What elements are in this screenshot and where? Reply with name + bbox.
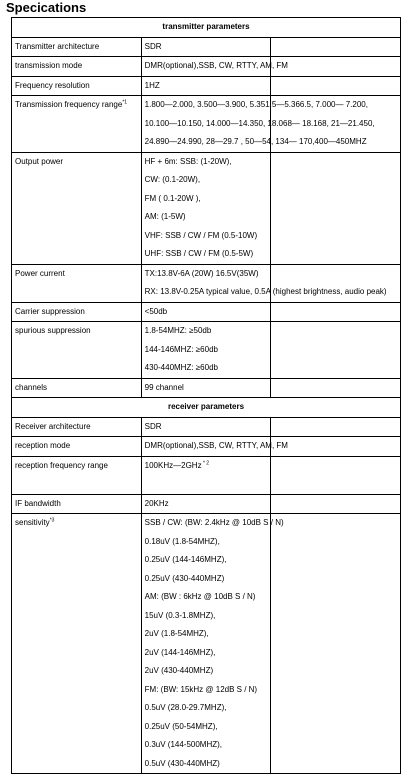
spec-row xyxy=(12,514,401,774)
spec-value-line: 24.890—24.990, 28—29.7 , 50—54, 134— 170,400—450MHZ xyxy=(144,137,367,146)
spec-value-line: 0.5uV (430-440MHZ) xyxy=(144,758,220,768)
spec-value-line: 0.25uV (50-54MHZ), xyxy=(144,721,218,731)
spec-label: IF bandwidth xyxy=(15,498,61,508)
spec-value-line: <50db xyxy=(144,306,168,316)
section-heading: transmitter parameters xyxy=(12,18,401,38)
spec-empty-cell xyxy=(271,152,401,264)
spec-label: spurious suppression xyxy=(15,326,91,335)
spec-value-cell xyxy=(141,152,271,264)
spec-label: transmission mode xyxy=(15,61,83,70)
spec-value-line: 0.25uV (144-146MHZ), xyxy=(144,555,227,564)
spec-value-cell xyxy=(141,378,271,398)
spec-label: Transmission frequency range$^{*1}$ xyxy=(15,99,128,109)
footnote-marker: * 2 xyxy=(201,459,210,466)
spec-value-line: DMR(optional),SSB, CW, RTTY, AM, FM xyxy=(144,441,288,450)
spec-value-line: 0.5uV (28.0-29.7MHZ), xyxy=(144,703,227,712)
spec-row xyxy=(12,456,401,494)
spec-label-cell xyxy=(12,96,142,153)
specifications-table-body xyxy=(12,18,401,774)
spec-value-line: FM ( 0.1-20W ), xyxy=(144,193,201,203)
spec-label-cell xyxy=(12,456,142,494)
spec-empty-cell xyxy=(271,302,401,322)
spec-label-cell xyxy=(12,437,142,457)
spec-label: Transmitter architecture xyxy=(15,41,100,51)
spec-label-cell xyxy=(12,76,142,96)
spec-value-line: 1.8-54MHZ: ≥50db xyxy=(144,326,212,335)
spec-value-line: AM: (1-5W) xyxy=(144,212,186,221)
spec-value-line: UHF: SSB / CW / FM (0.5-5W) xyxy=(144,249,254,258)
spec-value-line: 20KHz xyxy=(144,498,169,508)
spec-value-cell xyxy=(141,494,271,514)
footnote-marker: *1 xyxy=(122,99,128,106)
spec-value-line: 10.100—10.150, 14.000—14.350, 18.068— 18.168, 21—21.450, xyxy=(144,118,375,128)
spec-empty-cell xyxy=(271,456,401,494)
spec-row xyxy=(12,57,401,77)
spec-value-line: 15uV (0.3-1.8MHZ), xyxy=(144,610,216,620)
spec-label: Power current xyxy=(15,268,65,278)
spec-value-line: VHF: SSB / CW / FM (0.5-10W) xyxy=(144,230,258,240)
spec-value-line: 2uV (430-440MHZ) xyxy=(144,666,214,675)
spec-empty-cell xyxy=(271,76,401,96)
spec-value-line: 2uV (144-146MHZ), xyxy=(144,647,216,657)
spec-row xyxy=(12,378,401,398)
spec-label: Carrier suppression xyxy=(15,306,85,316)
spec-label: Frequency resolution xyxy=(15,80,90,90)
spec-value-cell xyxy=(141,264,387,302)
spec-value-cell xyxy=(141,514,284,774)
spec-value-cell xyxy=(141,417,271,437)
spec-label-cell xyxy=(12,378,142,398)
spec-label-cell xyxy=(12,494,142,514)
spec-row xyxy=(12,152,401,264)
spec-value-line: TX:13.8V-6A (20W) 16.5V(35W) xyxy=(144,268,259,278)
spec-label-cell xyxy=(12,514,142,774)
spec-row xyxy=(12,417,401,437)
spec-value-line: 2uV (1.8-54MHZ), xyxy=(144,629,209,638)
spec-value-line: FM: (BW: 15kHz @ 12dB S / N) xyxy=(144,684,258,694)
spec-value-line: SDR xyxy=(144,421,162,431)
specifications-table xyxy=(11,17,401,774)
spec-empty-cell xyxy=(271,417,401,437)
spec-value-line: 144-146MHZ: ≥60db xyxy=(144,344,218,354)
spec-value-cell xyxy=(141,37,271,57)
spec-value-cell xyxy=(141,57,288,77)
spec-empty-cell xyxy=(271,264,401,302)
spec-label-cell xyxy=(12,322,142,379)
spec-label-cell xyxy=(12,152,142,264)
spec-value-line: 0.3uV (144-500MHZ), xyxy=(144,740,223,749)
spec-empty-cell xyxy=(271,514,401,774)
spec-empty-cell xyxy=(271,322,401,379)
spec-value-line: 1HZ xyxy=(144,80,160,90)
spec-value-line: RX: 13.8V-0.25A typical value, 0.5A (highest brightness, audio peak) xyxy=(144,287,387,296)
spec-label-cell xyxy=(12,37,142,57)
spec-empty-cell xyxy=(271,57,401,77)
spec-value-line: 430-440MHZ: ≥60db xyxy=(144,363,218,372)
spec-row xyxy=(12,264,401,302)
spec-label-cell xyxy=(12,302,142,322)
section-header-row xyxy=(12,18,401,38)
spec-value-line: CW: (0.1-20W), xyxy=(144,175,201,184)
spec-row xyxy=(12,437,401,457)
spec-row xyxy=(12,322,401,379)
spec-value-line xyxy=(145,475,268,494)
spec-value-cell xyxy=(141,437,288,457)
section-heading: receiver parameters xyxy=(12,398,401,418)
spec-label: Output power xyxy=(15,156,64,166)
spec-label-cell xyxy=(12,417,142,437)
spec-row xyxy=(12,494,401,514)
spec-value-cell xyxy=(141,322,271,379)
spec-label: reception frequency range xyxy=(15,460,108,470)
spec-value-line: AM: (BW : 6kHz @ 10dB S / N) xyxy=(144,592,256,601)
spec-value-line: 0.18uV (1.8-54MHZ), xyxy=(144,536,220,546)
spec-row xyxy=(12,37,401,57)
spec-empty-cell xyxy=(271,437,401,457)
spec-label: Receiver architecture xyxy=(15,421,91,431)
spec-empty-cell xyxy=(271,37,401,57)
spec-value-line: HF + 6m: SSB: (1-20W), xyxy=(144,156,232,166)
spec-label: channels xyxy=(15,382,48,392)
spec-value-line: 0.25uV (430-440MHZ) xyxy=(144,573,225,583)
spec-value-cell xyxy=(141,96,375,153)
spec-label-cell xyxy=(12,264,142,302)
document-title: Specications xyxy=(6,0,87,15)
spec-row xyxy=(12,76,401,96)
spec-label: sensitivity$^{*3}$ xyxy=(15,517,55,527)
spec-empty-cell xyxy=(271,378,401,398)
spec-value-cell xyxy=(141,76,271,96)
spec-value-line: 99 channel xyxy=(144,382,184,392)
footnote-marker: *3 xyxy=(49,517,55,524)
spec-empty-cell xyxy=(271,494,401,514)
spec-value-line: 100KHz—2GHz $^{* 2}$ xyxy=(144,459,210,470)
spec-row xyxy=(12,302,401,322)
spec-value-line: SSB / CW: (BW: 2.4kHz @ 10dB S / N) xyxy=(144,518,284,527)
spec-value-line: SDR xyxy=(144,41,162,51)
section-header-row xyxy=(12,398,401,418)
spec-label: reception mode xyxy=(15,441,71,450)
spec-value-cell xyxy=(141,302,271,322)
spec-row xyxy=(12,96,401,153)
spec-value-line: 1.800—2.000, 3.500—3.900, 5.351.5—5.366.5, 7.000— 7.200, xyxy=(144,100,368,109)
spec-label-cell xyxy=(12,57,142,77)
spec-value-line: DMR(optional),SSB, CW, RTTY, AM, FM xyxy=(144,61,288,70)
spec-value-cell xyxy=(141,456,271,494)
